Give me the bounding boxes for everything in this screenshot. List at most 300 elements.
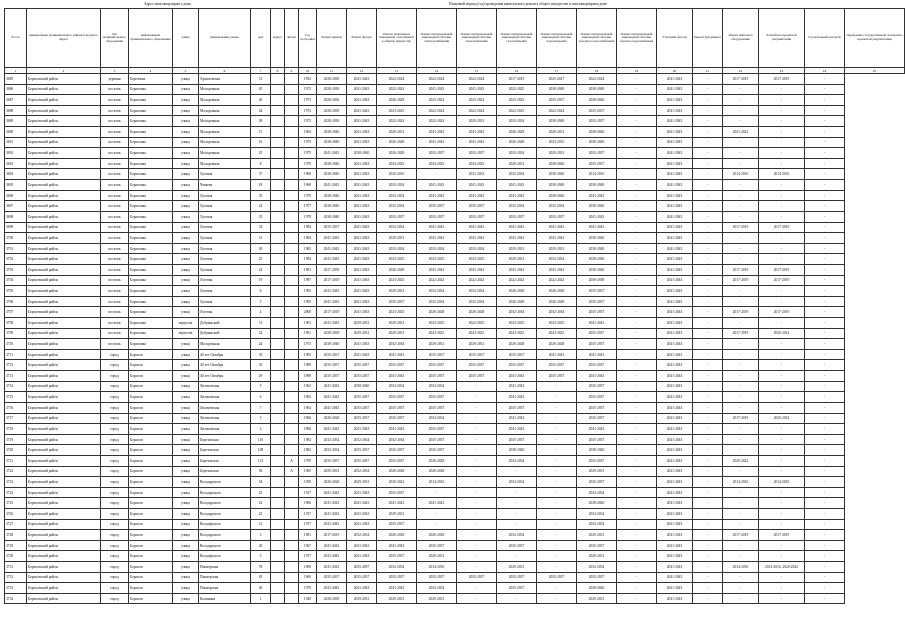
table-cell: 3712 bbox=[5, 360, 27, 371]
table-cell: - bbox=[617, 254, 657, 265]
table-cell: улица bbox=[173, 583, 199, 594]
table-cell: улица bbox=[173, 158, 199, 169]
table-cell: улица bbox=[173, 74, 199, 85]
table-cell: 2041-2043 bbox=[457, 84, 497, 95]
table-cell: 2014-2016 bbox=[759, 477, 805, 488]
table-cell: город bbox=[101, 466, 129, 477]
table-cell: 2041-2043 bbox=[657, 508, 693, 519]
table-cell: 2041-2043 bbox=[657, 169, 693, 180]
table-cell bbox=[285, 583, 299, 594]
table-cell: - bbox=[805, 190, 845, 201]
table-cell: Борисов bbox=[129, 392, 173, 403]
table-cell: Борисов bbox=[129, 562, 173, 573]
table-cell: город bbox=[101, 455, 129, 466]
table-cell: 2032-2034 bbox=[377, 190, 417, 201]
table-cell: Пионерская bbox=[199, 572, 251, 583]
table-cell: - bbox=[723, 318, 759, 329]
table-cell: - bbox=[457, 519, 497, 530]
table-cell: 2029-2031 bbox=[577, 551, 617, 562]
table-cell: 2020-2022 bbox=[377, 477, 417, 488]
table-cell: 2041-2043 bbox=[497, 233, 537, 244]
table-cell: Борисовка bbox=[129, 318, 173, 329]
table-cell: улица bbox=[173, 190, 199, 201]
table-row bbox=[5, 455, 905, 466]
table-cell: 2023-2025 bbox=[537, 328, 577, 339]
table-cell: поселок bbox=[101, 243, 129, 254]
table-cell: Борисов bbox=[129, 455, 173, 466]
table-cell: 2017-2019 bbox=[723, 275, 759, 286]
table-cell: 2035-2037 bbox=[577, 392, 617, 403]
table-cell: - bbox=[457, 402, 497, 413]
table-cell: 2038-2040 bbox=[317, 190, 347, 201]
table-cell: 2022-2024 bbox=[417, 105, 457, 116]
table-cell: 2035-2037 bbox=[347, 402, 377, 413]
column-header: № п/п bbox=[5, 9, 27, 68]
column-header: Замена лифтового оборудования bbox=[723, 9, 759, 68]
table-cell bbox=[285, 169, 299, 180]
table-cell: 2023-2025 bbox=[417, 328, 457, 339]
table-cell: 2035-2037 bbox=[377, 445, 417, 456]
table-cell: 2035-2037 bbox=[417, 572, 457, 583]
table-cell: - bbox=[617, 392, 657, 403]
table-cell bbox=[285, 562, 299, 573]
table-cell: 2035-2037 bbox=[417, 148, 457, 159]
table-cell bbox=[285, 339, 299, 350]
table-cell: улица bbox=[173, 264, 199, 275]
table-cell: - bbox=[617, 530, 657, 541]
table-cell: 2035-2037 bbox=[577, 434, 617, 445]
table-cell: Борисовка bbox=[129, 339, 173, 350]
table-cell: 46 bbox=[251, 95, 271, 106]
table-cell: 2041-2043 bbox=[317, 487, 347, 498]
table-cell: - bbox=[805, 148, 845, 159]
table-cell: - bbox=[617, 466, 657, 477]
table-cell: 2041-2043 bbox=[457, 137, 497, 148]
table-cell bbox=[271, 169, 285, 180]
table-row bbox=[5, 540, 905, 551]
table-cell: улица bbox=[173, 116, 199, 127]
period-group-heading: Плановый период (год) проведения капитального ремонта общего имущества в многоквартирном доме bbox=[449, 2, 607, 6]
table-cell: Володарского bbox=[199, 540, 251, 551]
table-row bbox=[5, 392, 905, 403]
table-cell: Володарского bbox=[199, 477, 251, 488]
table-cell: 2017-2019 bbox=[723, 530, 759, 541]
table-cell: 2023-2025 bbox=[417, 318, 457, 329]
table-cell: - bbox=[723, 445, 759, 456]
table-cell: 2032-2034 bbox=[317, 445, 347, 456]
table-cell: 2014-2016 bbox=[723, 169, 759, 180]
table-cell: Борисовский район bbox=[27, 392, 101, 403]
table-cell bbox=[271, 339, 285, 350]
table-cell: Борисов bbox=[129, 371, 173, 382]
table-cell: 2035-2037 bbox=[317, 572, 347, 583]
table-cell: 2029-2031 bbox=[317, 466, 347, 477]
table-cell: 2032-2034 bbox=[347, 434, 377, 445]
table-cell: - bbox=[805, 211, 845, 222]
table-cell: - bbox=[693, 381, 723, 392]
table-cell: 1949 bbox=[299, 593, 317, 604]
table-row bbox=[5, 222, 905, 233]
table-cell: Борисовский район bbox=[27, 434, 101, 445]
table-cell: 2029-2031 bbox=[377, 318, 417, 329]
table-cell: 1964 bbox=[299, 127, 317, 138]
table-cell: 2026-2028 bbox=[377, 530, 417, 541]
table-cell: 2017-2019 bbox=[759, 222, 805, 233]
table-cell: - bbox=[617, 572, 657, 583]
table-cell: 2035-2037 bbox=[417, 540, 457, 551]
table-cell: 2041-2043 bbox=[657, 116, 693, 127]
table-cell: 2029-2031 bbox=[417, 339, 457, 350]
table-cell: 1984 bbox=[299, 222, 317, 233]
column-header: Ремонт крыши bbox=[317, 9, 347, 68]
table-cell: - bbox=[693, 211, 723, 222]
table-cell: - bbox=[723, 286, 759, 297]
table-cell: - bbox=[693, 349, 723, 360]
table-cell: - bbox=[537, 434, 577, 445]
table-cell: Добрынский bbox=[199, 328, 251, 339]
table-cell: 2035-2037 bbox=[537, 95, 577, 106]
table-cell: 2041-2043 bbox=[347, 137, 377, 148]
table-cell: 2041-2043 bbox=[657, 349, 693, 360]
table-cell: 2014-2016 bbox=[417, 562, 457, 573]
table-cell: 2035-2037 bbox=[457, 349, 497, 360]
table-cell: 2035-2037 bbox=[417, 211, 457, 222]
table-cell: улица bbox=[173, 137, 199, 148]
table-row bbox=[5, 519, 905, 530]
table-cell: Володарского bbox=[199, 519, 251, 530]
table-cell: - bbox=[537, 551, 577, 562]
table-cell: 2038-2040 bbox=[577, 583, 617, 594]
table-cell bbox=[271, 392, 285, 403]
table-cell: - bbox=[759, 95, 805, 106]
table-cell bbox=[271, 381, 285, 392]
table-cell: Луговая bbox=[199, 275, 251, 286]
table-cell: - bbox=[805, 180, 845, 191]
column-header: наименование муниципального района/городского округа bbox=[27, 9, 101, 68]
table-cell: город bbox=[101, 424, 129, 435]
table-cell: 2041-2043 bbox=[417, 127, 457, 138]
table-cell: - bbox=[723, 381, 759, 392]
table-cell: 33 bbox=[251, 349, 271, 360]
table-cell: Борисовка bbox=[129, 296, 173, 307]
table-cell: - bbox=[417, 508, 457, 519]
table-cell: улица bbox=[173, 508, 199, 519]
table-cell: 2041-2043 bbox=[657, 519, 693, 530]
table-cell: переулок bbox=[173, 318, 199, 329]
table-cell: 2041-2043 bbox=[347, 583, 377, 594]
table-cell: 1972 bbox=[299, 84, 317, 95]
table-cell: Борисовский район bbox=[27, 74, 101, 85]
table-cell: - bbox=[617, 74, 657, 85]
table-cell: 2041-2043 bbox=[377, 583, 417, 594]
table-cell: Борисовский район bbox=[27, 254, 101, 265]
table-cell: 2035-2037 bbox=[317, 349, 347, 360]
table-row bbox=[5, 158, 905, 169]
table-cell: 3733 bbox=[5, 583, 27, 594]
table-cell: 2041-2043 bbox=[347, 127, 377, 138]
table-cell: - bbox=[805, 201, 845, 212]
table-cell: 2028-2030 bbox=[317, 84, 347, 95]
table-cell: - bbox=[759, 593, 805, 604]
table-cell: Березовская bbox=[199, 445, 251, 456]
table-cell: Молодежная bbox=[199, 137, 251, 148]
table-cell: 1966 bbox=[299, 413, 317, 424]
table-cell: А bbox=[285, 455, 299, 466]
table-cell: поселок bbox=[101, 105, 129, 116]
table-cell: 2041-2043 bbox=[577, 222, 617, 233]
table-cell: деревня bbox=[101, 74, 129, 85]
table-cell: 2041-2043 bbox=[657, 233, 693, 244]
table-cell: 1973 bbox=[299, 339, 317, 350]
table-cell: 8 bbox=[251, 158, 271, 169]
table-cell: - bbox=[537, 466, 577, 477]
table-cell: - bbox=[723, 158, 759, 169]
table-cell: 2026-2028 bbox=[377, 264, 417, 275]
table-cell: Березовка bbox=[129, 74, 173, 85]
table-cell: - bbox=[805, 562, 845, 573]
table-cell: город bbox=[101, 540, 129, 551]
table-cell: 2029-2031 bbox=[347, 318, 377, 329]
table-cell: 2041-2043 bbox=[537, 233, 577, 244]
table-cell: Борисовка bbox=[129, 158, 173, 169]
table-cell: 31 bbox=[251, 318, 271, 329]
table-cell bbox=[285, 307, 299, 318]
table-cell: 3719 bbox=[5, 434, 27, 445]
table-cell: 2035-2037 bbox=[377, 572, 417, 583]
table-cell bbox=[271, 275, 285, 286]
column-number: 19 bbox=[617, 68, 657, 74]
table-cell: 2017-2019 bbox=[723, 74, 759, 85]
table-cell: 3701 bbox=[5, 243, 27, 254]
table-cell: 1966 bbox=[299, 498, 317, 509]
table-cell: 2032-2034 bbox=[417, 286, 457, 297]
table-cell: поселок bbox=[101, 158, 129, 169]
table-cell: 1989 bbox=[299, 360, 317, 371]
table-cell: Борисовский район bbox=[27, 296, 101, 307]
table-cell: Борисовка bbox=[129, 243, 173, 254]
table-cell: Калинина bbox=[199, 593, 251, 604]
table-cell: - bbox=[759, 392, 805, 403]
table-cell: - bbox=[617, 105, 657, 116]
table-cell: 2041-2043 bbox=[417, 233, 457, 244]
table-cell bbox=[285, 540, 299, 551]
table-cell: поселок bbox=[101, 318, 129, 329]
table-cell: - bbox=[693, 339, 723, 350]
table-cell: Борисовский район bbox=[27, 286, 101, 297]
table-cell: 1968 bbox=[299, 169, 317, 180]
table-cell: - bbox=[693, 190, 723, 201]
table-cell: 2 bbox=[251, 424, 271, 435]
table-cell: 2023-2025 bbox=[377, 307, 417, 318]
table-cell: 2041-2043 bbox=[657, 84, 693, 95]
table-cell: 2032-2034 bbox=[537, 254, 577, 265]
table-cell: - bbox=[805, 127, 845, 138]
table-cell: 2041-2043 bbox=[657, 127, 693, 138]
table-cell: 2041-2043 bbox=[497, 180, 537, 191]
table-cell: 2041-2043 bbox=[657, 498, 693, 509]
table-cell: Борисовка bbox=[129, 95, 173, 106]
table-cell: поселок bbox=[101, 275, 129, 286]
table-cell: - bbox=[759, 137, 805, 148]
table-cell: улица bbox=[173, 233, 199, 244]
table-cell: 2035-2037 bbox=[457, 572, 497, 583]
table-row bbox=[5, 508, 905, 519]
table-row bbox=[5, 593, 905, 604]
column-number: 17 bbox=[537, 68, 577, 74]
table-cell: 2022-2025 bbox=[497, 105, 537, 116]
table-cell: 2035-2037 bbox=[577, 339, 617, 350]
table-cell: 2035-2037 bbox=[577, 381, 617, 392]
column-header: наименование улицы bbox=[199, 9, 251, 68]
table-cell: 3688 bbox=[5, 105, 27, 116]
table-cell: 2032-2034 bbox=[457, 286, 497, 297]
table-cell: поселок bbox=[101, 328, 129, 339]
table-cell: 2041-2043 bbox=[417, 84, 457, 95]
table-cell: - bbox=[805, 116, 845, 127]
table-cell: - bbox=[693, 360, 723, 371]
table-cell bbox=[271, 211, 285, 222]
table-row bbox=[5, 339, 905, 350]
table-cell: - bbox=[759, 180, 805, 191]
table-cell bbox=[285, 254, 299, 265]
table-cell: 35 bbox=[251, 190, 271, 201]
table-cell: - bbox=[693, 84, 723, 95]
table-cell: Пионерская bbox=[199, 562, 251, 573]
table-cell: - bbox=[723, 434, 759, 445]
table-cell: - bbox=[805, 254, 845, 265]
table-cell: 3715 bbox=[5, 392, 27, 403]
table-cell: 2038-2040 bbox=[317, 137, 347, 148]
table-cell: улица bbox=[173, 201, 199, 212]
table-cell: - bbox=[617, 116, 657, 127]
table-cell: 1958 bbox=[299, 477, 317, 488]
column-header: Ремонт внутридомовой инженерной системы теплоснабжения bbox=[457, 9, 497, 68]
table-cell: 2035-2037 bbox=[347, 455, 377, 466]
table-cell: - bbox=[805, 445, 845, 456]
table-cell: - bbox=[457, 530, 497, 541]
table-cell bbox=[271, 583, 285, 594]
table-row bbox=[5, 264, 905, 275]
table-cell: 2022-2024 bbox=[417, 95, 457, 106]
table-cell: 2032-2034 bbox=[377, 180, 417, 191]
table-cell: город bbox=[101, 562, 129, 573]
table-cell: 2041-2043 bbox=[657, 296, 693, 307]
table-cell bbox=[285, 201, 299, 212]
table-cell: - bbox=[759, 455, 805, 466]
table-cell: - bbox=[759, 551, 805, 562]
table-cell: 2035-2037 bbox=[417, 392, 457, 403]
table-cell: 2035-2037 bbox=[577, 477, 617, 488]
table-cell: Луговая bbox=[199, 169, 251, 180]
table-cell: улица bbox=[173, 434, 199, 445]
table-cell: - bbox=[537, 445, 577, 456]
table-cell: - bbox=[617, 360, 657, 371]
table-cell: 1969 bbox=[299, 562, 317, 573]
table-cell bbox=[285, 424, 299, 435]
table-cell: Борисовка bbox=[129, 148, 173, 159]
table-cell: - bbox=[617, 583, 657, 594]
table-cell: 2035-2037 bbox=[577, 402, 617, 413]
table-cell bbox=[285, 371, 299, 382]
table-cell: 1917 bbox=[299, 551, 317, 562]
table-cell: улица bbox=[173, 540, 199, 551]
table-cell: 24 bbox=[251, 264, 271, 275]
table-cell: 2029-2031 bbox=[417, 593, 457, 604]
table-cell: 3732 bbox=[5, 572, 27, 583]
column-header: Ремонт внутридомовой инженерной системы холодного водоснабжения bbox=[577, 9, 617, 68]
table-cell: 2038-2040 bbox=[537, 169, 577, 180]
table-cell: - bbox=[805, 530, 845, 541]
table-cell: - bbox=[723, 551, 759, 562]
table-cell: 2026-2028 bbox=[537, 286, 577, 297]
table-cell: - bbox=[693, 286, 723, 297]
table-cell: - bbox=[723, 572, 759, 583]
table-cell: 2035-2037 bbox=[377, 360, 417, 371]
table-cell: поселок bbox=[101, 307, 129, 318]
table-cell: город bbox=[101, 392, 129, 403]
table-cell: 2023-2025 bbox=[377, 105, 417, 116]
table-cell: 2041-2043 bbox=[347, 307, 377, 318]
table-cell: город bbox=[101, 402, 129, 413]
table-cell: - bbox=[805, 519, 845, 530]
table-cell: 2022-2024 bbox=[417, 275, 457, 286]
table-cell: Борисовский район bbox=[27, 158, 101, 169]
table-row bbox=[5, 328, 905, 339]
address-group-heading: Адрес многоквартирного дома bbox=[144, 2, 191, 6]
table-cell: - bbox=[497, 498, 537, 509]
table-cell: 3698 bbox=[5, 211, 27, 222]
table-cell: 3721 bbox=[5, 455, 27, 466]
table-cell: - bbox=[693, 424, 723, 435]
table-cell: - bbox=[693, 264, 723, 275]
table-cell: Борисовский район bbox=[27, 477, 101, 488]
table-cell: - bbox=[693, 116, 723, 127]
table-cell: 1917 bbox=[299, 487, 317, 498]
table-cell: - bbox=[759, 487, 805, 498]
table-cell: - bbox=[759, 466, 805, 477]
table-cell: 7 bbox=[251, 402, 271, 413]
table-cell: 5 bbox=[251, 381, 271, 392]
table-cell: 2032-2034 bbox=[417, 296, 457, 307]
table-cell: 2035-2037 bbox=[577, 455, 617, 466]
table-cell bbox=[271, 487, 285, 498]
table-cell: - bbox=[805, 392, 845, 403]
table-cell: 1963 bbox=[299, 392, 317, 403]
table-cell: 1962 bbox=[299, 381, 317, 392]
table-cell: 2041-2043 bbox=[347, 540, 377, 551]
table-cell: поселок bbox=[101, 254, 129, 265]
table-cell: 2041-2043 bbox=[657, 275, 693, 286]
table-cell bbox=[271, 540, 285, 551]
table-cell: улица bbox=[173, 84, 199, 95]
table-cell: 3730 bbox=[5, 551, 27, 562]
table-cell: - bbox=[693, 275, 723, 286]
table-cell: 2038-2040 bbox=[317, 127, 347, 138]
table-cell: 2041-2043 bbox=[347, 487, 377, 498]
table-cell: 2029-2031 bbox=[537, 127, 577, 138]
table-cell: 2014-2016 bbox=[759, 169, 805, 180]
table-cell bbox=[271, 413, 285, 424]
table-cell: - bbox=[693, 158, 723, 169]
table-cell: - bbox=[759, 508, 805, 519]
table-cell: Луговая bbox=[199, 190, 251, 201]
table-cell: - bbox=[617, 243, 657, 254]
table-cell: - bbox=[759, 445, 805, 456]
table-cell: - bbox=[417, 519, 457, 530]
table-cell: город bbox=[101, 593, 129, 604]
column-header: Ремонт внутридомовой инженерной системы газоснабжения bbox=[497, 9, 537, 68]
table-cell: 3687 bbox=[5, 95, 27, 106]
